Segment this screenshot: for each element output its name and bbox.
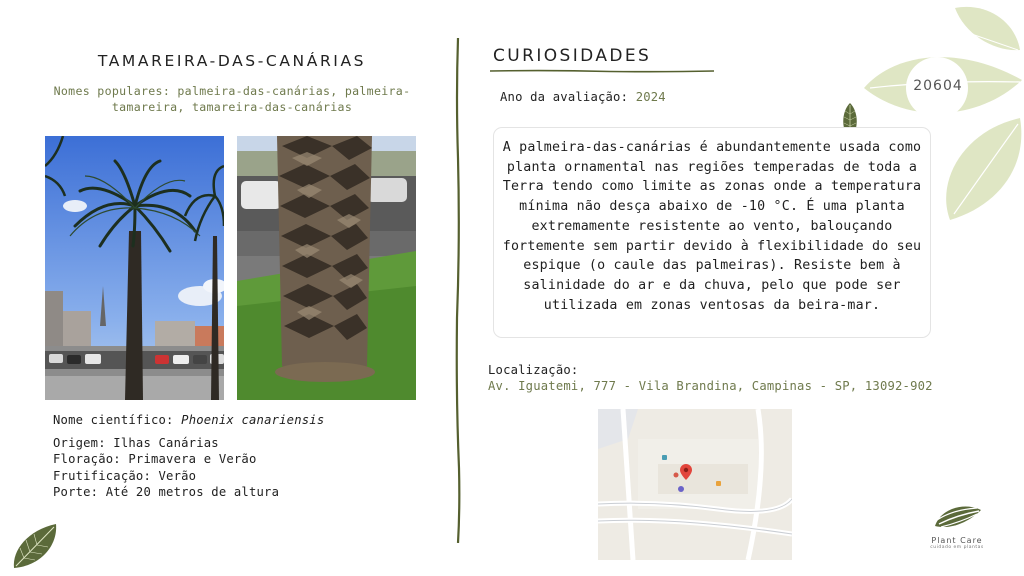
species-title: TAMAREIRA-DAS-CANÁRIAS xyxy=(97,52,367,70)
evaluation-year-value: 2024 xyxy=(635,90,666,104)
evaluation-year-label: Ano da avaliação: xyxy=(500,90,629,104)
curiosities-text: A palmeira-das-canárias é abundantemente usada como planta ornamental nas regiões temperadas de toda a Terra tendo como limite as zonas onde a temperatura mínima não desça abaixo de -10 °C. É uma planta extremamente resistente ao vento, balouçando fortemente sem partir devido à flexibilidade do seu espique (o caule das palmeiras). Resiste bem à salinidade do ar e da chuva, pelo que pode ser utilizada em zonas ventosas da beira-mar. xyxy=(502,140,922,313)
species-details xyxy=(53,412,433,501)
fruiting: Frutificação: Verão xyxy=(53,468,197,483)
flowering: Floração: Primavera e Verão xyxy=(53,452,257,467)
scientific-name-label: Nome científico: xyxy=(53,413,174,427)
record-id: 20604 xyxy=(913,78,963,94)
curiosities-box xyxy=(493,127,931,338)
scientific-name: Phoenix canariensis xyxy=(181,413,325,427)
brand-name: Plant Care xyxy=(931,536,983,545)
palm-tree-photo xyxy=(45,136,224,400)
map-pin-icon xyxy=(680,464,692,480)
vertical-divider xyxy=(455,38,461,543)
curiosities-title: CURIOSIDADES xyxy=(493,46,652,66)
location-map[interactable] xyxy=(598,409,792,560)
brand-logo xyxy=(922,502,992,550)
location-label: Localização: xyxy=(488,363,579,377)
palm-trunk-photo xyxy=(237,136,416,400)
scientific-name-row xyxy=(53,412,433,429)
leaf-icon xyxy=(10,522,60,570)
popular-names: Nomes populares: palmeira-das-canárias, palmeira-tamareira, tamareira-das-canárias xyxy=(53,84,411,114)
title-underline xyxy=(490,68,714,74)
location-address: Av. Iguatemi, 777 - Vila Brandina, Campinas - SP, 13092-902 xyxy=(488,379,933,393)
plant-care-logo-icon xyxy=(931,502,983,530)
size: Porte: Até 20 metros de altura xyxy=(53,485,280,500)
brand-tagline: cuidado em plantas xyxy=(930,545,984,550)
evaluation-year xyxy=(500,90,666,104)
origin: Origem: Ilhas Canárias xyxy=(53,435,219,450)
